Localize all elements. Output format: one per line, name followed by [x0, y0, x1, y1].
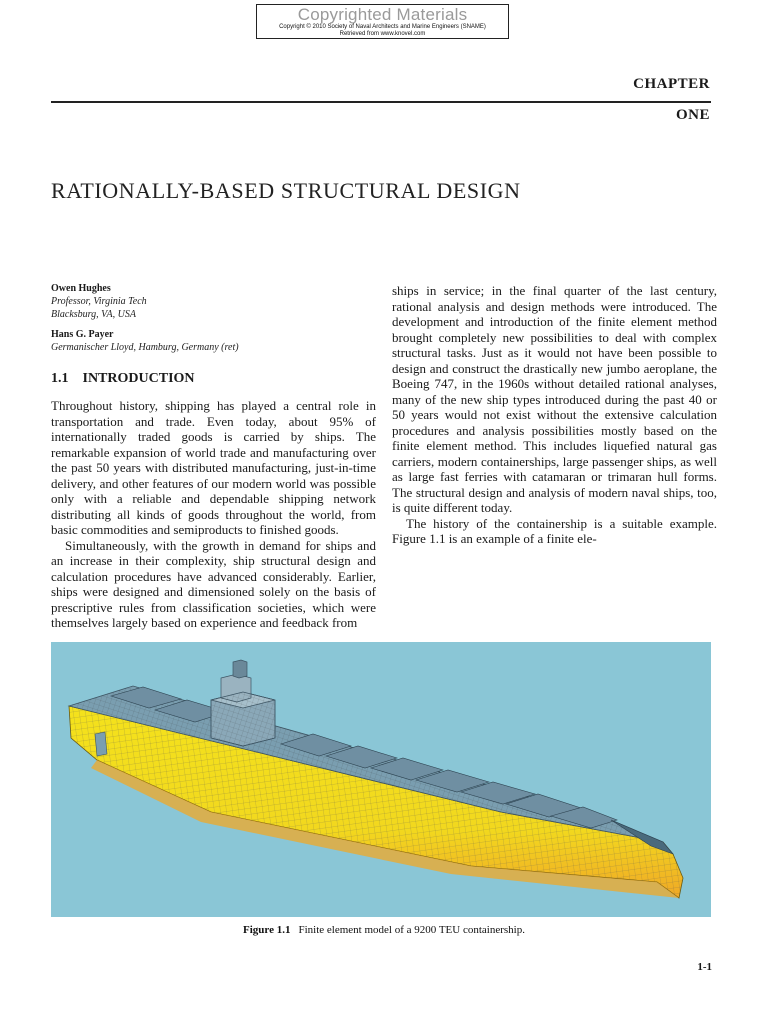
copyright-title: Copyrighted Materials — [297, 5, 468, 24]
figure-caption-text: Finite element model of a 9200 TEU containership. — [298, 924, 525, 936]
author-affiliation: Blacksburg, VA, USA — [51, 309, 136, 320]
section-number: 1.1 — [51, 371, 69, 386]
left-column — [51, 282, 376, 631]
chapter-title: RATIONALLY-BASED STRUCTURAL DESIGN — [51, 178, 521, 203]
page-number: 1-1 — [697, 961, 712, 973]
section-title: INTRODUCTION — [82, 371, 195, 386]
figure-containership-fem — [51, 642, 711, 917]
body-paragraph-continued: ships in service; in the final quarter of the last century, rational analysis and design methods were introduced. The development and introduction of the finite element method brought completely new possibilities to deal with complex structural tasks. Just as it would not have been possible to design and construct the drastically new jumbo aeroplane, the Boeing 747, in the 1960s without detailed rational analyses, many of the new ship types introduced during the past 40 or 50 years would not exist without the extensive calculation procedures and analysis possibilities mostly based on the finite element method. This includes liquefied natural gas carriers, modern containerships, large passenger ships, as well as large fast ferries with catamaran or trimaran hull forms. The structural design and analysis of modern naval ships, too, is quite different today. — [392, 283, 717, 515]
right-column — [392, 283, 717, 547]
figure-caption — [0, 924, 768, 936]
author-name: Owen Hughes — [51, 283, 111, 294]
author-block — [51, 282, 376, 354]
copyright-line-2: Retrieved from www.knovel.com — [339, 31, 426, 37]
body-paragraph: Throughout history, shipping has played a central role in transportation and trade. Even today, about 95% of internationally traded goods is carried by ships. The remarkable expansion of world trade and manufacturing over the past 50 years with distributed manufacturing, just-in-time delivery, and other features of our modern world was possible only with a reliable and dependable shipping network distributing all kinds of goods throughout the world, from basic commodities and semiproducts to finished goods. — [51, 398, 376, 537]
author-name: Hans G. Payer — [51, 329, 114, 340]
copyright-line-1: Copyright © 2010 Society of Naval Architects and Marine Engineers (SNAME) — [279, 24, 486, 30]
body-paragraph: The history of the containership is a suitable example. Figure 1.1 is an example of a finite ele- — [392, 515, 717, 546]
stern-structure — [95, 732, 107, 756]
body-paragraph-split: Simultaneously, with the growth in demand for ships and an increase in their complexity, ship structural design and calculation procedures have advanced considerably. Earlier, ships were designed and dimensioned solely on the basis of prescriptive rules from classification societies, which were themselves largely based on experience and feedback from — [51, 537, 376, 630]
containership-model-illustration — [51, 642, 711, 917]
deckhouse — [211, 660, 275, 746]
chapter-divider — [51, 101, 711, 103]
figure-label: Figure 1.1 — [243, 924, 291, 936]
section-heading — [51, 370, 376, 388]
copyright-notice — [256, 4, 509, 39]
author-affiliation: Germanischer Lloyd, Hamburg, Germany (ret) — [51, 342, 239, 353]
chapter-number: ONE — [675, 107, 710, 123]
chapter-label: CHAPTER — [633, 76, 710, 92]
author-affiliation: Professor, Virginia Tech — [51, 296, 147, 307]
